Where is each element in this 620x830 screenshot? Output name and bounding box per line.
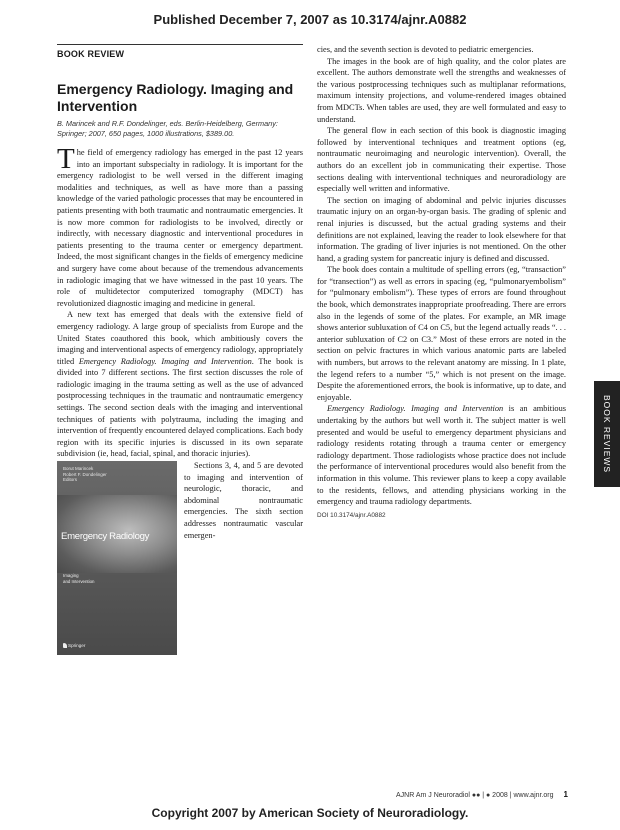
side-tab [594, 381, 620, 487]
cover-editors-label: Editors [63, 477, 78, 483]
book-citation: B. Marincek and R.F. Dondelinger, eds. Berlin-Heidelberg, Germany: Springer; 2007, 650 pages, 1000 illustrations, $389.00. [57, 119, 278, 138]
left-body-text [57, 143, 303, 649]
paragraph-general-flow: The general flow in each section of this book is diagnostic imaging followed by interventional techniques and treatment options (eg, nontraumatic neuroimaging and neurologic intervention). Overall, the authors do an excellent job in communicating their expertise. Those sections dealing with interventional techniques and neuroradiology are especially well written and informative. [317, 126, 566, 194]
cover-subtitle-line-1: Imaging [63, 573, 79, 579]
paragraph-errors: The book does contain a multitude of spelling errors (eg, “transaction” for “transection”) as well as errors in spacing (eg, “pulmonaryembolism” for “pulmonary embolism”). These types of errors are found throughout the book, which demonstrates inappropriate proofreading. There are errors also in the legends of some of the plates. For example, an MR image shows anterior subluxation of C4 on C5, but the legend actually reads “. . . anterior subluxation of C2 on C3.” Most of these errors are noted in the section on pelvic fractures in which various anatomic parts are labeled with numbers, but arrows to the relevant anatomy are missing. In 1 plate, the legend refers to a number “5,” which is not present on the image. Despite the aforementioned errors, the book is informative, up to date, and enjoyable. [317, 265, 566, 402]
paragraph-images: The images in the book are of high quality, and the color plates are excellent. The authors demonstrate well the strengths and weaknesses of the various postprocessing techniques such as multiplanar reformations, maximum intensity projections, and volume-rendered images obtained from MDCTs. When tables are used, they are well formulated and easy to understand. [317, 56, 566, 124]
paragraph-new-text [57, 309, 303, 460]
paragraph-new-text-b: . The book is divided into 7 different sections. The first section discusses the role of radiologic imaging in the trauma setting as well as the use of advanced postprocessing techniques in the traumatic and nontraumatic emergency settings. The second section deals with the imaging and interventional techniques of patients with polytrauma, including the imaging and intervention of frequently encountered delayed complications. Each body region with its specific injuries is discussed in its own separate subdivision (ie, head, facial, spinal, and thoracic injuries). [57, 356, 303, 459]
cover-author-2: Robert F. Dondelinger [63, 471, 107, 477]
book-title-italic-2: Emergency Radiology. Imaging and Intervention [327, 404, 504, 414]
cover-subtitle [63, 573, 173, 584]
drop-cap: T [57, 143, 75, 175]
doi-label: DOI 10.3174/ajnr.A0882 [317, 511, 386, 519]
paragraph-sections: Sections 3, 4, and 5 are devoted to imaging and intervention of neurologic, thoracic, and abdominal nontraumatic emergencies. The sixth section addresses nontraumatic vascular emergen- [184, 461, 303, 540]
footer-journal: AJNR Am J Neuroradiol ●● | ● 2008 | www.ajnr.org [395, 792, 554, 799]
cover-subtitle-line-2: and Intervention [63, 578, 95, 584]
copyright-banner: Copyright 2007 by American Society of Neuroradiology. [151, 806, 469, 820]
cover-publisher-name: Springer [68, 643, 86, 649]
section-label: BOOK REVIEW [57, 49, 125, 59]
springer-horse-icon [63, 643, 67, 648]
paragraph-conclusion [317, 403, 566, 507]
article-title: Emergency Radiology. Imaging and Intervention [57, 81, 294, 114]
page-number: 1 [563, 790, 568, 799]
paragraph-abdominal: The section on imaging of abdominal and pelvic injuries discusses traumatic injury on an organ-by-organ basis. The grading of splenic and renal injuries is discussed, but the actual grading systems and their definitions are not explained, leaving the reader to look elsewhere for that information. The grading of liver injuries is not mentioned. On the other hand, a grading system for pancreatic injury is defined and discussed. [317, 195, 566, 263]
page-footer [342, 790, 568, 799]
paragraph-intro [57, 143, 303, 309]
book-cover-image [57, 461, 177, 655]
right-body-text [317, 44, 566, 508]
cover-publisher [63, 643, 85, 648]
left-column [57, 44, 303, 655]
published-banner: Published December 7, 2007 as 10.3174/ajnr.A0882 [153, 12, 467, 27]
cover-authors [63, 466, 173, 483]
right-column [317, 44, 566, 519]
side-tab-label: BOOK REVIEWS [602, 394, 612, 474]
cover-title: Emergency Radiology [61, 531, 150, 543]
paragraph-intro-text: he field of emergency radiology has emerged in the past 12 years into an important subspecialty in radiology. It is important for the emergency radiologist to be well versed in the different imaging modalities and techniques, as well as have more than a passing knowledge of the varied pathologic processes that may be encountered in patients presenting with both traumatic and nontraumatic emergencies. It is now more common for radiologists to be involved, directly or indirectly, with necessary diagnostic and interventional procedures in patients presenting to the trauma center or emergency department. Indeed, the most significant changes in the fields of emergency medicine and surgery have come about because of the tremendous advancements in radiologic imaging that we have witnessed in the past 10 years. The role of multidetector computerized tomography (MDCT) has revolutionized diagnostic imaging and medicine in general. [57, 148, 303, 308]
cover-author-1: Borut Marincek [63, 466, 94, 472]
paragraph-new-text-a: A new text has emerged that deals with the extensive field of emergency radiology. A large group of specialists from Europe and the United States coauthored this book, which ambitiously covers the imaging and interventional aspects of emergency radiology, appropriately titled [57, 310, 303, 366]
book-title-italic: Emergency Radiology. Imaging and Intervention [78, 356, 252, 366]
paragraph-continued: cies, and the seventh section is devoted to pediatric emergencies. [317, 45, 534, 54]
section-rule [57, 44, 303, 45]
paragraph-conclusion-text: is an ambitious undertaking by the authors but well worth it. The subject matter is well presented and would be useful to emergency department physicians and radiology residents rotating through a trauma center or emergency radiology department. Those radiologists whose practice does not include the performance of interventional procedures would also benefit from the information in this volume. This reviewer plans to keep a copy available to the residents, fellows, and attending physicians working in the emergency and trauma radiology departments. [317, 404, 566, 507]
